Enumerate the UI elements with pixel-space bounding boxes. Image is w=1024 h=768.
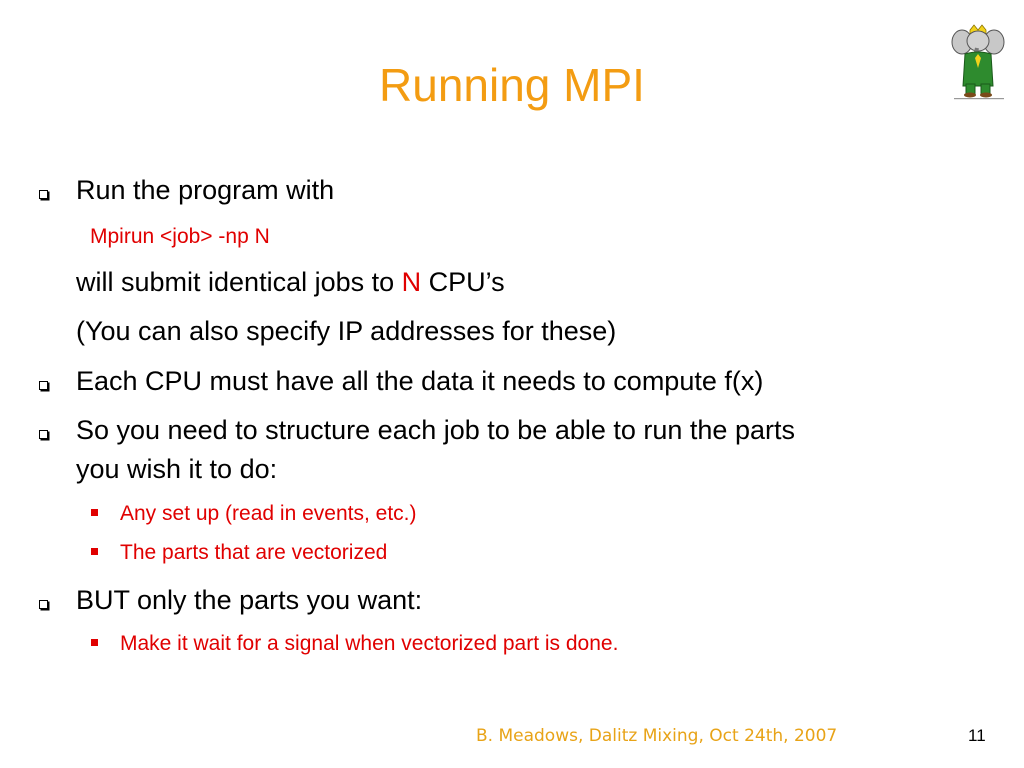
bullet-continuation: you wish it to do:	[76, 454, 278, 484]
sub-bullet-text: Make it wait for a signal when vectorized part is done.	[120, 632, 619, 655]
sub-bullet-text: Any set up (read in events, etc.)	[120, 502, 417, 525]
sub-bullet-icon	[91, 639, 98, 646]
highlight-n: N	[401, 267, 422, 297]
bullet-continuation	[76, 269, 505, 296]
sub-bullet-icon	[91, 509, 98, 516]
bullet-text: So you need to structure each job to be able to run the parts	[76, 415, 795, 445]
page-number: 11	[968, 726, 986, 745]
slide-title: Running MPI	[379, 59, 645, 111]
bullet-text: BUT only the parts you want:	[76, 585, 423, 615]
sub-bullet-icon	[91, 548, 98, 555]
bullet-continuation: (You can also specify IP addresses for these)	[76, 316, 617, 346]
bullet-square-icon	[39, 190, 48, 199]
text-span: CPU’s	[421, 267, 505, 297]
bullet-text: Each CPU must have all the data it needs to compute f(x)	[76, 366, 764, 396]
sub-bullet-text: The parts that are vectorized	[120, 541, 388, 564]
bullet-text: Run the program with	[76, 175, 335, 205]
slide-footer: B. Meadows, Dalitz Mixing, Oct 24th, 2007	[476, 726, 838, 746]
command-text: Mpirun <job> -np N	[90, 225, 270, 248]
text-span: will submit identical jobs to	[76, 267, 402, 297]
bullet-square-icon	[39, 600, 48, 609]
bullet-square-icon	[39, 381, 48, 390]
bullet-square-icon	[39, 430, 48, 439]
